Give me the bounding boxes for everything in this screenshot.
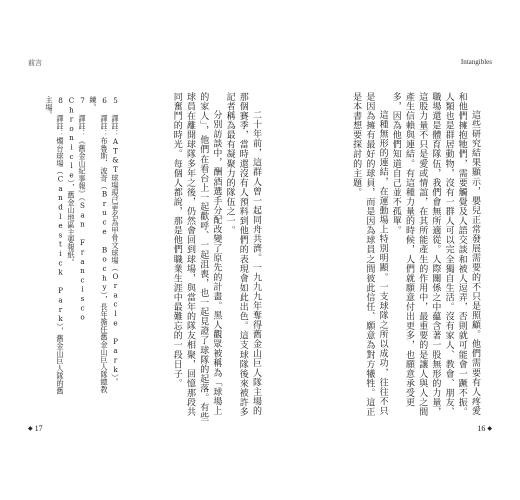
- page-number-right: [477, 424, 492, 433]
- right-paragraph-1: 這些研究結果顯示，嬰兒正常發展需要的不只是照顧。他們需要有人疼愛和他們擁抱牠們，需要觸覺及人語交談和被人逗弄，否則就可能會一蹶不振。人類也是群居動物，沒有一群人可以完全獨自生活。沒有家人、教會、朋友、職場還是體育隊伍，我們會無所適從。人際關係之中蘊含著一股無形的力量，這股力量不只是愛或情誼，在其所能產生的作用中，最重要的是讓人與人之間產生信賴與連結。有這種力量的時候，人們就願意付出更多，也願意承受更多，因為他們知道自己並不孤單。: [390, 92, 480, 417]
- footnotes: [44, 96, 120, 396]
- footnotes-column: [44, 96, 121, 396]
- footnote-6: 6 譯註：布魯斯．波奇（Bruce Bochy），長年擔任舊金山巨人隊總教練。: [89, 96, 109, 394]
- footnote-7: 7 譯註：《舊金山紀事報》（San Francisco Chronicle），舊金山地區主要報紙。: [67, 96, 87, 322]
- right-page-text-column: [271, 92, 481, 424]
- page-number-left: [28, 424, 43, 433]
- footnote-5: 5 譯註：AT&T球場現已更名為甲骨文球場（Oracle Park）。: [111, 96, 120, 386]
- running-head-right: Intangibles: [460, 58, 492, 66]
- right-paragraph-2: 這種無形的連結，在運動場上特別明顯。一支球隊之所以成功，往往不只是因為擁有最好的球員，而是因為球員之間彼此信任、願意為對方犧牲。這正是本書想要探討的主題。: [351, 92, 388, 417]
- footnote-8: 8 譯註：燭台球場（Candlestick Park），舊金山巨人隊的舊主場。: [45, 96, 65, 395]
- right-page: [271, 92, 481, 424]
- left-paragraph-1: 二十年前，這群人曾一起同舟共濟。一九九九年奪得舊金山巨人隊主場的那個賽季，當時還沒有人預料到他們的表現會如此出色。這支球隊後來被許多記者稱為最有凝聚力的隊伍之一。: [224, 92, 261, 417]
- left-paragraph-2: 分別訪談中，酬酒選手分配改變了原先的計畫。黑人觀眾被稱為「球場上的家人」，他們在看台上一起歡呼、一起沮喪，也一起見證了球隊的起落。有些球員在離開球隊多年之後，仍然會回到球場，與當年的隊友相聚，回憶那段共同奮鬥的時光。每個人都說，那是他們職業生涯中最難忘的一段日子。: [171, 92, 222, 422]
- page-marker-diamond: ◆: [28, 426, 33, 432]
- page-number-left-value: 17: [34, 424, 43, 433]
- page-marker-diamond-right: ◆: [487, 426, 492, 432]
- left-page-text-column: [97, 92, 262, 424]
- running-head-left: 前言: [28, 59, 42, 67]
- page-number-right-value: 16: [477, 424, 486, 433]
- left-page-body: [97, 92, 262, 424]
- left-page: [44, 92, 262, 424]
